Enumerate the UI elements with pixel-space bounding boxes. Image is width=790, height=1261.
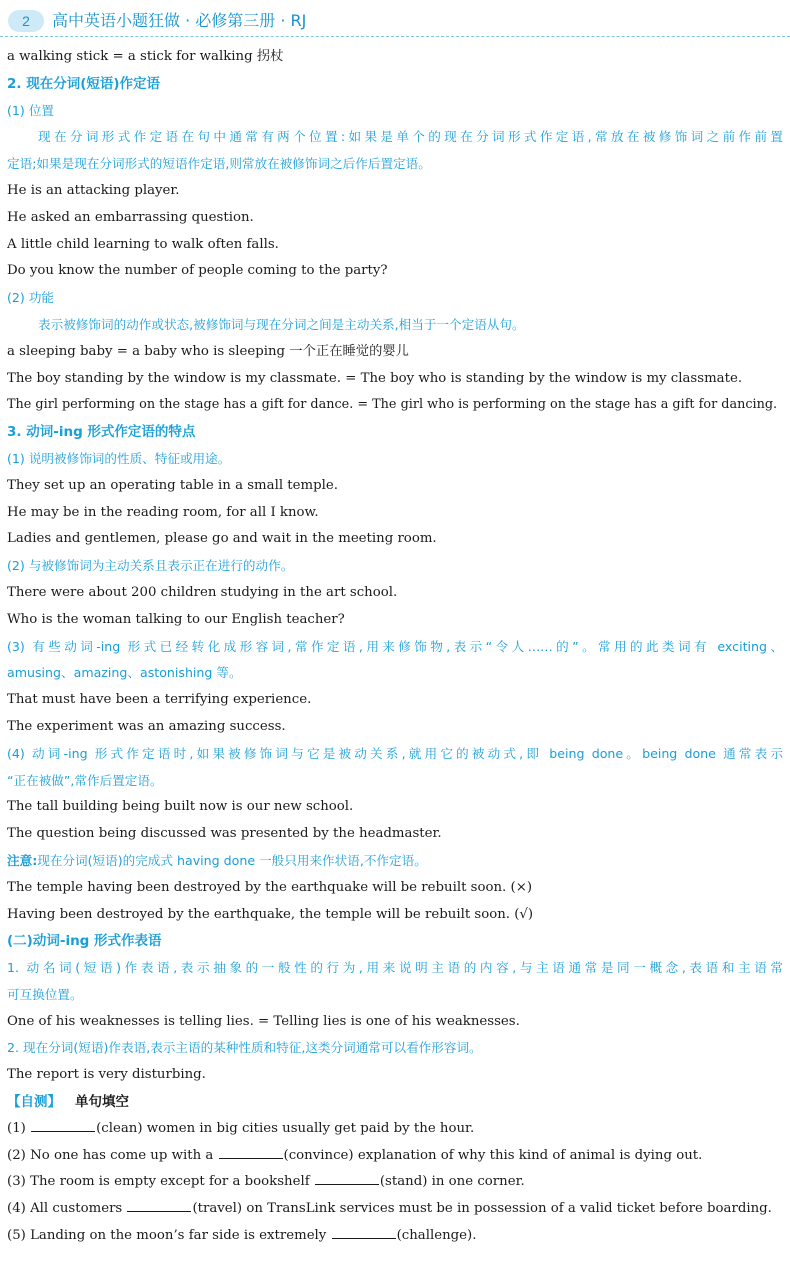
exercise-hint: (stand) bbox=[379, 1174, 428, 1190]
answer-blank[interactable] bbox=[219, 1144, 283, 1159]
exercise-text-after: explanation of why this kind of animal is dying out. bbox=[353, 1147, 703, 1163]
exercise-item bbox=[7, 1169, 783, 1196]
example-sentence: He asked an embarrassing question. bbox=[7, 209, 254, 225]
subheading: amusing、amazing、astonishing 等。 bbox=[7, 665, 242, 681]
section-heading: 3. 动词-ing 形式作定语的特点 bbox=[7, 424, 196, 441]
section-heading: 2. 现在分词(短语)作定语 bbox=[7, 75, 161, 92]
exercise-item bbox=[7, 1116, 783, 1143]
exercise-hint: (travel) bbox=[192, 1201, 243, 1217]
example-sentence: Ladies and gentlemen, please go and wait in the meeting room. bbox=[7, 531, 437, 547]
example-sentence: Do you know the number of people coming to the party? bbox=[7, 263, 388, 279]
subheading: (1) 位置 bbox=[7, 102, 55, 118]
explanation-text: 定语;如果是现在分词形式的短语作定语,则常放在被修饰词之后作后置定语。 bbox=[7, 156, 431, 172]
explanation-text: 1. 动名词(短语)作表语,表示抽象的一般性的行为,用来说明主语的内容,与主语通常是同一概念,表语和主语常 bbox=[7, 960, 783, 976]
explanation-text: 2. 现在分词(短语)作表语,表示主语的某种性质和特征,这类分词通常可以看作形容词。 bbox=[7, 1040, 482, 1056]
exercise-text-after: . bbox=[472, 1228, 477, 1244]
page-header bbox=[0, 6, 790, 37]
example-sentence: That must have been a terrifying experience. bbox=[7, 692, 312, 708]
answer-blank[interactable] bbox=[127, 1197, 191, 1212]
explanation-text: 现在分词形式作定语在句中通常有两个位置:如果是单个的现在分词形式作定语,常放在被修饰词之前作前置 bbox=[38, 129, 783, 145]
exercise-item bbox=[7, 1223, 783, 1250]
subheading: “正在被做”,常作后置定语。 bbox=[7, 772, 163, 788]
page-number-badge: 2 bbox=[8, 10, 44, 32]
exercise-hint: (clean) bbox=[96, 1120, 143, 1136]
example-sentence: There were about 200 children studying in the art school. bbox=[7, 584, 398, 600]
answer-blank[interactable] bbox=[332, 1224, 396, 1239]
subheading: (2) 与被修饰词为主动关系且表示正在进行的动作。 bbox=[7, 558, 294, 574]
section-heading: (二)动词-ing 形式作表语 bbox=[7, 933, 162, 950]
exercise-hint: (challenge) bbox=[396, 1228, 473, 1244]
subheading: (4) 动词-ing 形式作定语时,如果被修饰词与它是被动关系,就用它的被动式,即 being done。being done 通常表示 bbox=[7, 745, 783, 761]
exercise-text-before: All customers bbox=[30, 1201, 127, 1217]
example-sentence: Who is the woman talking to our English teacher? bbox=[7, 611, 345, 627]
answer-blank[interactable] bbox=[315, 1170, 379, 1185]
exercise-text-before: No one has come up with a bbox=[30, 1147, 218, 1163]
exercise-number: (4) bbox=[7, 1201, 26, 1217]
subheading: (1) 说明被修饰词的性质、特征或用途。 bbox=[7, 450, 231, 466]
self-test-label: 【自测】 bbox=[7, 1094, 61, 1111]
self-test-type: 单句填空 bbox=[75, 1094, 129, 1111]
example-sentence: They set up an operating table in a small temple. bbox=[7, 477, 338, 493]
explanation-text: 可互换位置。 bbox=[7, 986, 83, 1002]
self-test-heading bbox=[7, 1089, 783, 1116]
example-sentence: The boy standing by the window is my classmate. = The boy who is standing by the window is my classmate. bbox=[7, 370, 743, 386]
example-sentence: He may be in the reading room, for all I know. bbox=[7, 504, 319, 520]
exercise-number: (2) bbox=[7, 1147, 26, 1163]
exercise-item bbox=[7, 1196, 783, 1223]
example-sentence: a sleeping baby = a baby who is sleeping 一个正在睡觉的婴儿 bbox=[7, 343, 409, 359]
note-text: 现在分词(短语)的完成式 having done 一般只用来作状语,不作定语。 bbox=[37, 852, 427, 868]
example-sentence: The experiment was an amazing success. bbox=[7, 718, 286, 734]
note-line bbox=[7, 848, 783, 875]
exercise-item bbox=[7, 1143, 783, 1170]
exercise-text-after: in one corner. bbox=[427, 1174, 525, 1190]
example-sentence: The temple having been destroyed by the earthquake will be rebuilt soon. (×) bbox=[7, 879, 533, 895]
exercise-text-after: on TransLink services must be in possession of a valid ticket before boarding. bbox=[242, 1201, 772, 1217]
exercise-number: (3) bbox=[7, 1174, 26, 1190]
exercise-number: (1) bbox=[7, 1120, 26, 1136]
example-sentence: He is an attacking player. bbox=[7, 182, 180, 198]
example-sentence: The report is very disturbing. bbox=[7, 1067, 206, 1083]
example-sentence: The tall building being built now is our new school. bbox=[7, 799, 354, 815]
book-title: 高中英语小题狂做 · 必修第三册 · RJ bbox=[52, 11, 307, 30]
exercise-text-after: women in big cities usually get paid by the hour. bbox=[142, 1120, 475, 1136]
note-label: 注意: bbox=[7, 852, 38, 868]
example-sentence: A little child learning to walk often falls. bbox=[7, 236, 279, 252]
subheading: (3) 有些动词-ing 形式已经转化成形容词,常作定语,用来修饰物,表示“令人……的”。常用的此类词有 exciting、 bbox=[7, 638, 783, 654]
exercise-number: (5) bbox=[7, 1228, 26, 1244]
example-sentence: One of his weaknesses is telling lies. = Telling lies is one of his weaknesses. bbox=[7, 1013, 520, 1029]
exercise-text-before: Landing on the moon’s far side is extremely bbox=[30, 1228, 331, 1244]
document-body bbox=[7, 44, 783, 1250]
subheading: (2) 功能 bbox=[7, 290, 55, 306]
answer-blank[interactable] bbox=[31, 1117, 95, 1132]
example-sentence: The girl performing on the stage has a gift for dance. = The girl who is performing on the stage has a gift for dancing. bbox=[7, 397, 778, 413]
exercise-hint: (convince) bbox=[283, 1147, 354, 1163]
explanation-text: 表示被修饰词的动作或状态,被修饰词与现在分词之间是主动关系,相当于一个定语从句。 bbox=[38, 316, 525, 332]
example-sentence: a walking stick = a stick for walking 拐杖 bbox=[7, 49, 284, 64]
example-sentence: Having been destroyed by the earthquake, the temple will be rebuilt soon. (√) bbox=[7, 906, 534, 922]
exercise-text-before: The room is empty except for a bookshelf bbox=[30, 1174, 314, 1190]
example-sentence: The question being discussed was presented by the headmaster. bbox=[7, 826, 442, 842]
